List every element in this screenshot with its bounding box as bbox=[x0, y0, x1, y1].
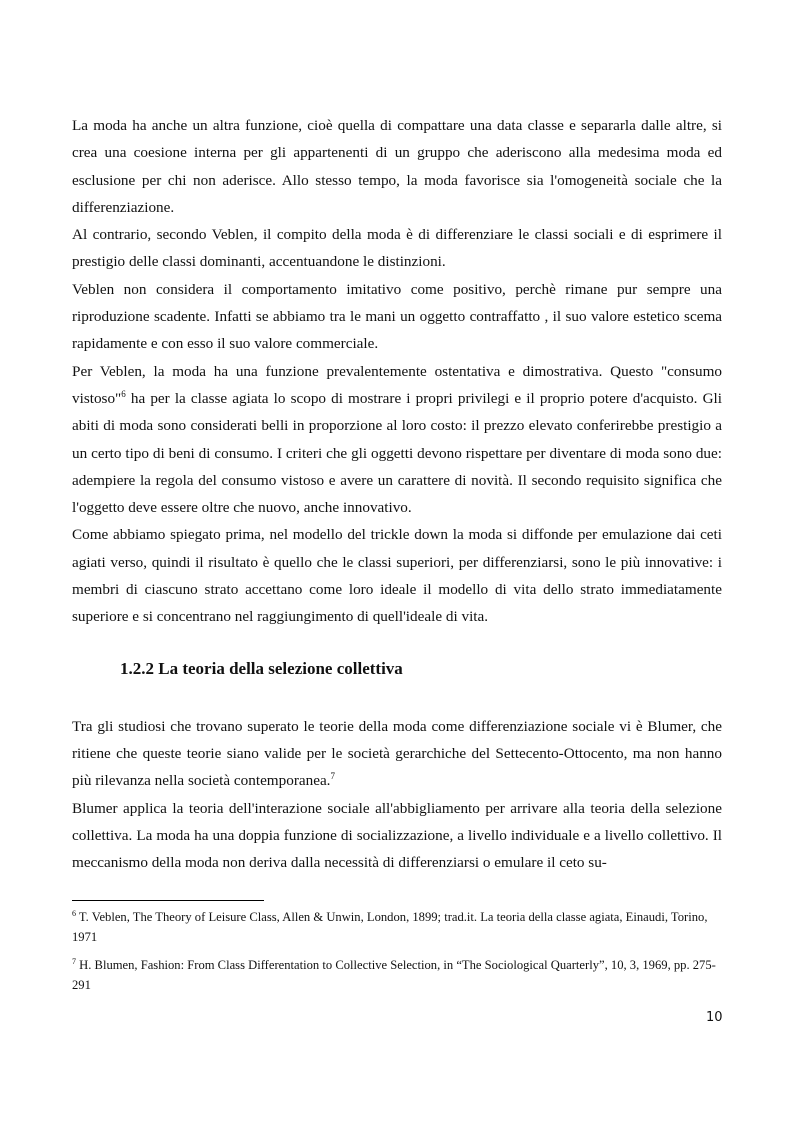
paragraph-3: Veblen non considera il comportamento imitativo come positivo, perchè rimane pur sempre una riproduzione scadente. Infatti se abbiamo tra le mani un oggetto contraffatto , il suo valore estetico scema rapidamente e con esso il suo valore commerciale. bbox=[72, 280, 722, 353]
section-heading: 1.2.2 La teoria della selezione collettiva bbox=[120, 658, 403, 678]
body-text-upper bbox=[72, 112, 722, 631]
paragraph-7: Blumer applica la teoria dell'interazione sociale all'abbigliamento per arrivare alla teoria della selezione collettiva. La moda ha una doppia funzione di socializzazione, a livello individuale e a livello collettivo. Il meccanismo della moda non deriva dalla necessità di differenziarsi o emulare il ceto su- bbox=[72, 799, 722, 872]
footnote-6 bbox=[72, 907, 722, 947]
paragraph-5: Come abbiamo spiegato prima, nel modello del trickle down la moda si diffonde per emulazione dai ceti agiati verso, quindi il risultato è quello che le classi superiori, per differenziarsi, sono le più innovative: i membri di ciascuno strato accettano come loro ideale il modello di vita dello strato immediatamente superiore e si concentrano nel raggiungimento di quell'ideale di vita. bbox=[72, 526, 722, 626]
paragraph-2: Al contrario, secondo Veblen, il compito della moda è di differenziare le classi sociali e di esprimere il prestigio delle classi dominanti, accentuandone le distinzioni. bbox=[72, 226, 722, 271]
footnote-7 bbox=[72, 955, 722, 995]
footnote-7-number: 7 bbox=[72, 957, 76, 966]
paragraph-4 bbox=[72, 358, 722, 522]
footnote-7-text: H. Blumen, Fashion: From Class Differentation to Collective Selection, in “The Sociological Quarterly”, 10, 3, 1969, pp. 275-291 bbox=[72, 958, 716, 992]
paragraph-4-text-b: ha per la classe agiata lo scopo di mostrare i propri privilegi e il proprio potere d'acquisto. Gli abiti di moda sono considerati belli in proporzione al loro costo: il prezzo elevato conferirebbe prestigio a un certo tipo di beni di consumo. I criteri che gli oggetti devono rispettare per diventare di moda sono due: adempiere la regola del consumo vistoso e avere un carattere di novità. Il secondo requisito significa che l'oggetto deve essere oltre che nuovo, anche innovativo. bbox=[72, 389, 722, 517]
footnote-6-number: 6 bbox=[72, 909, 76, 918]
paragraph-6-text: Tra gli studiosi che trovano superato le teorie della moda come differenziazione sociale vi è Blumer, che ritiene che queste teorie siano valide per le società gerarchiche del Settecento-Ottocento, ma non hanno più rilevanza nella società contemporanea. bbox=[72, 717, 722, 790]
footnote-separator bbox=[72, 900, 264, 901]
footnotes bbox=[72, 907, 722, 1003]
body-text-lower bbox=[72, 713, 722, 877]
paragraph-4-text-a: Per Veblen, la moda ha una funzione prevalentemente ostentativa e dimostrativa. Questo "consumo vistoso" bbox=[72, 362, 722, 407]
page-body bbox=[72, 112, 722, 876]
paragraph-1: La moda ha anche un altra funzione, cioè quella di compattare una data classe e separarla dalle altre, si crea una coesione interna per gli appartenenti di un gruppo che aderiscono alla medesima moda ed esclusione per chi non aderisce. Allo stesso tempo, la moda favorisce sia l'omogeneità sociale che la differenziazione. bbox=[72, 117, 722, 216]
footnote-6-text: T. Veblen, The Theory of Leisure Class, Allen & Unwin, London, 1899; trad.it. La teoria della classe agiata, Einaudi, Torino, 1971 bbox=[72, 910, 708, 944]
footnote-ref-7[interactable]: 7 bbox=[330, 771, 335, 782]
paragraph-6 bbox=[72, 713, 722, 795]
page-number: 10 bbox=[706, 1010, 723, 1025]
footnote-ref-6[interactable]: 6 bbox=[121, 388, 126, 399]
